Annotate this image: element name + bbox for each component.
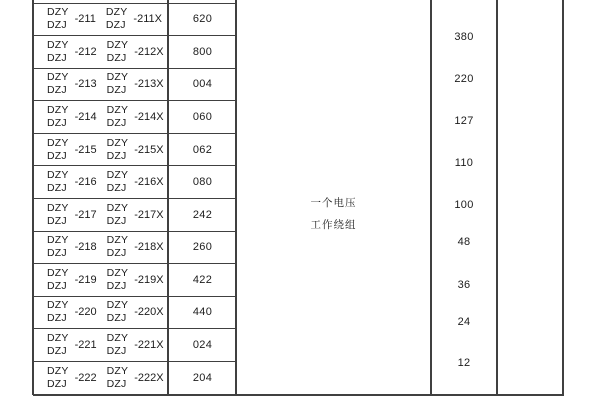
- model-prefix-top: DZY: [106, 201, 129, 214]
- table-border-voltage-empty: [496, 0, 498, 395]
- model-prefix-stack: [47, 332, 69, 358]
- model-prefix-top: DZY: [47, 136, 69, 149]
- model-prefix-top: DZY: [47, 201, 69, 214]
- model-cell: [33, 329, 169, 361]
- model-prefix-stack: [107, 202, 129, 228]
- model-prefix-stack: [47, 71, 69, 97]
- model-prefix-bottom: DZJ: [106, 214, 127, 227]
- table-row: [33, 231, 236, 264]
- voltage-value: 48: [457, 236, 471, 248]
- model-prefix-bottom: DZJ: [47, 51, 67, 64]
- model-prefix-stack: [47, 39, 69, 65]
- model-suffix: -218: [74, 241, 97, 254]
- model-prefix-bottom: DZJ: [106, 312, 127, 325]
- model-prefix-top: DZY: [47, 332, 69, 345]
- model-group-x: [107, 267, 164, 293]
- model-prefix-top: DZY: [47, 364, 69, 377]
- model-cell: [33, 362, 169, 394]
- model-prefix-bottom: DZJ: [47, 84, 67, 97]
- model-suffix-x: -216X: [134, 176, 164, 189]
- value-cell: 204: [192, 371, 213, 384]
- model-prefix-stack: [107, 365, 129, 391]
- winding-label-line1: 一个电压: [310, 197, 357, 209]
- model-group: [47, 234, 97, 260]
- voltage-value: 12: [457, 357, 471, 369]
- value-cell: 004: [192, 78, 213, 91]
- model-prefix-top: DZY: [106, 266, 129, 279]
- model-prefix-top: DZY: [106, 332, 129, 345]
- model-group: [47, 71, 97, 97]
- model-suffix: -212: [74, 45, 97, 58]
- model-group: [47, 299, 97, 325]
- voltage-value: 24: [457, 316, 471, 328]
- model-cell: [33, 36, 169, 68]
- model-prefix-top: DZY: [106, 234, 129, 247]
- model-prefix-stack: [107, 234, 129, 260]
- model-suffix: -215: [74, 143, 97, 156]
- value-cell: 242: [192, 208, 213, 221]
- model-group-x: [107, 137, 164, 163]
- model-suffix-x: -212X: [134, 45, 164, 58]
- model-suffix: -221: [74, 339, 97, 352]
- model-suffix-x: -217X: [134, 208, 164, 221]
- table-row: [33, 296, 236, 329]
- model-prefix-stack: [107, 104, 129, 130]
- voltage-column: [432, 0, 496, 395]
- model-suffix: -222: [74, 371, 97, 384]
- value-cell: 422: [192, 273, 213, 286]
- table-row: [33, 68, 236, 101]
- model-group-x: [107, 332, 164, 358]
- model-suffix-x: -213X: [134, 78, 164, 91]
- model-prefix-top: DZY: [106, 104, 129, 117]
- model-prefix-bottom: DZJ: [47, 149, 67, 162]
- model-group-x: [107, 71, 164, 97]
- model-suffix-x: -214X: [134, 111, 164, 124]
- model-prefix-top: DZY: [106, 71, 129, 84]
- model-group: [47, 104, 97, 130]
- model-prefix-top: DZY: [47, 38, 69, 51]
- value-cell: 620: [192, 13, 213, 26]
- model-suffix-x: -215X: [134, 143, 164, 156]
- model-cell: [33, 134, 169, 166]
- table-row: [33, 3, 236, 36]
- model-prefix-bottom: DZJ: [47, 214, 67, 227]
- value-cell: 440: [192, 306, 213, 319]
- voltage-value: 127: [454, 115, 474, 127]
- model-prefix-bottom: DZJ: [106, 51, 127, 64]
- voltage-value: 100: [454, 199, 474, 211]
- model-prefix-stack: [107, 332, 129, 358]
- model-suffix-x: -219X: [134, 273, 164, 286]
- table-row: [33, 263, 236, 296]
- value-cell: 060: [192, 111, 213, 124]
- model-prefix-stack: [107, 39, 129, 65]
- table-row: [33, 133, 236, 166]
- winding-label-line2: 工作绕组: [310, 219, 357, 231]
- winding-label-cell: [237, 192, 430, 236]
- model-group: [47, 137, 97, 163]
- value-cell: 024: [192, 339, 213, 352]
- model-group-x: [107, 234, 164, 260]
- model-suffix: -214: [74, 111, 97, 124]
- model-prefix-stack: [107, 71, 129, 97]
- model-cell: [33, 264, 169, 296]
- model-prefix-top: DZY: [106, 364, 129, 377]
- model-prefix-bottom: DZJ: [106, 182, 127, 195]
- model-group-x: [107, 299, 164, 325]
- table-row: [33, 198, 236, 231]
- model-group: [47, 6, 96, 32]
- model-suffix: -219: [74, 273, 97, 286]
- model-prefix-bottom: DZJ: [47, 377, 67, 390]
- model-prefix-stack: [106, 6, 128, 32]
- model-prefix-top: DZY: [106, 299, 129, 312]
- model-prefix-top: DZY: [47, 71, 69, 84]
- model-group: [47, 202, 97, 228]
- model-prefix-bottom: DZJ: [47, 312, 67, 325]
- model-rows: [33, 3, 236, 394]
- model-suffix: -211: [74, 13, 96, 26]
- model-prefix-stack: [107, 137, 129, 163]
- voltage-value: 36: [457, 279, 471, 291]
- model-prefix-stack: [107, 267, 129, 293]
- model-prefix-top: DZY: [47, 299, 69, 312]
- voltage-value: 110: [454, 157, 474, 169]
- model-group-x: [107, 169, 164, 195]
- model-prefix-bottom: DZJ: [47, 117, 67, 130]
- model-group-x: [107, 202, 164, 228]
- value-cell: 062: [192, 143, 213, 156]
- model-cell: [33, 4, 169, 36]
- table-bottom-border: [33, 394, 564, 396]
- model-prefix-top: DZY: [47, 169, 69, 182]
- model-prefix-bottom: DZJ: [106, 377, 127, 390]
- model-cell: [33, 232, 169, 264]
- model-prefix-bottom: DZJ: [106, 84, 127, 97]
- model-prefix-stack: [47, 104, 69, 130]
- model-prefix-stack: [47, 365, 69, 391]
- model-group: [47, 332, 97, 358]
- value-cell: 800: [192, 45, 213, 58]
- model-prefix-bottom: DZJ: [106, 345, 127, 358]
- model-group-x: [106, 6, 162, 32]
- model-prefix-stack: [47, 169, 69, 195]
- model-cell: [33, 166, 169, 198]
- model-prefix-top: DZY: [106, 169, 129, 182]
- model-prefix-bottom: DZJ: [47, 182, 67, 195]
- model-suffix-x: -221X: [134, 339, 164, 352]
- model-prefix-stack: [47, 137, 69, 163]
- model-suffix-x: -218X: [134, 241, 164, 254]
- model-prefix-stack: [47, 202, 69, 228]
- table-row: [33, 328, 236, 361]
- model-prefix-top: DZY: [105, 6, 128, 19]
- value-cell: 080: [192, 176, 213, 189]
- model-prefix-top: DZY: [47, 266, 69, 279]
- model-suffix: -220: [74, 306, 97, 319]
- model-group-x: [107, 365, 164, 391]
- voltage-value: 220: [454, 73, 474, 85]
- model-suffix-x: -211X: [133, 13, 162, 26]
- model-prefix-top: DZY: [47, 104, 69, 117]
- value-cell: 260: [192, 241, 213, 254]
- voltage-value: 380: [454, 31, 474, 43]
- model-cell: [33, 101, 169, 133]
- model-prefix-top: DZY: [47, 6, 69, 19]
- model-prefix-bottom: DZJ: [105, 19, 126, 32]
- model-cell: [33, 69, 169, 101]
- model-prefix-top: DZY: [106, 38, 129, 51]
- model-prefix-bottom: DZJ: [106, 279, 127, 292]
- model-group-x: [107, 104, 164, 130]
- model-group-x: [107, 39, 164, 65]
- table-row: [33, 35, 236, 68]
- model-group: [47, 39, 97, 65]
- model-prefix-bottom: DZJ: [106, 149, 127, 162]
- model-prefix-bottom: DZJ: [47, 345, 67, 358]
- model-prefix-stack: [47, 234, 69, 260]
- model-cell: [33, 297, 169, 329]
- model-prefix-stack: [47, 299, 69, 325]
- model-suffix-x: -222X: [134, 371, 164, 384]
- model-prefix-top: DZY: [47, 234, 69, 247]
- model-prefix-stack: [107, 299, 129, 325]
- model-prefix-stack: [47, 6, 69, 32]
- model-suffix: -213: [74, 78, 97, 91]
- model-prefix-bottom: DZJ: [106, 117, 127, 130]
- table-border-right: [562, 0, 564, 395]
- model-suffix: -216: [74, 176, 97, 189]
- model-prefix-stack: [47, 267, 69, 293]
- table-row: [33, 361, 236, 394]
- model-prefix-bottom: DZJ: [47, 279, 67, 292]
- model-suffix: -217: [74, 208, 97, 221]
- model-suffix-x: -220X: [134, 306, 164, 319]
- table-row: [33, 100, 236, 133]
- table-row: [33, 165, 236, 198]
- model-cell: [33, 199, 169, 231]
- model-prefix-bottom: DZJ: [47, 19, 67, 32]
- model-group: [47, 267, 97, 293]
- model-prefix-bottom: DZJ: [106, 247, 127, 260]
- model-prefix-bottom: DZJ: [47, 247, 67, 260]
- model-prefix-stack: [107, 169, 129, 195]
- model-group: [47, 365, 97, 391]
- model-prefix-top: DZY: [106, 136, 129, 149]
- model-group: [47, 169, 97, 195]
